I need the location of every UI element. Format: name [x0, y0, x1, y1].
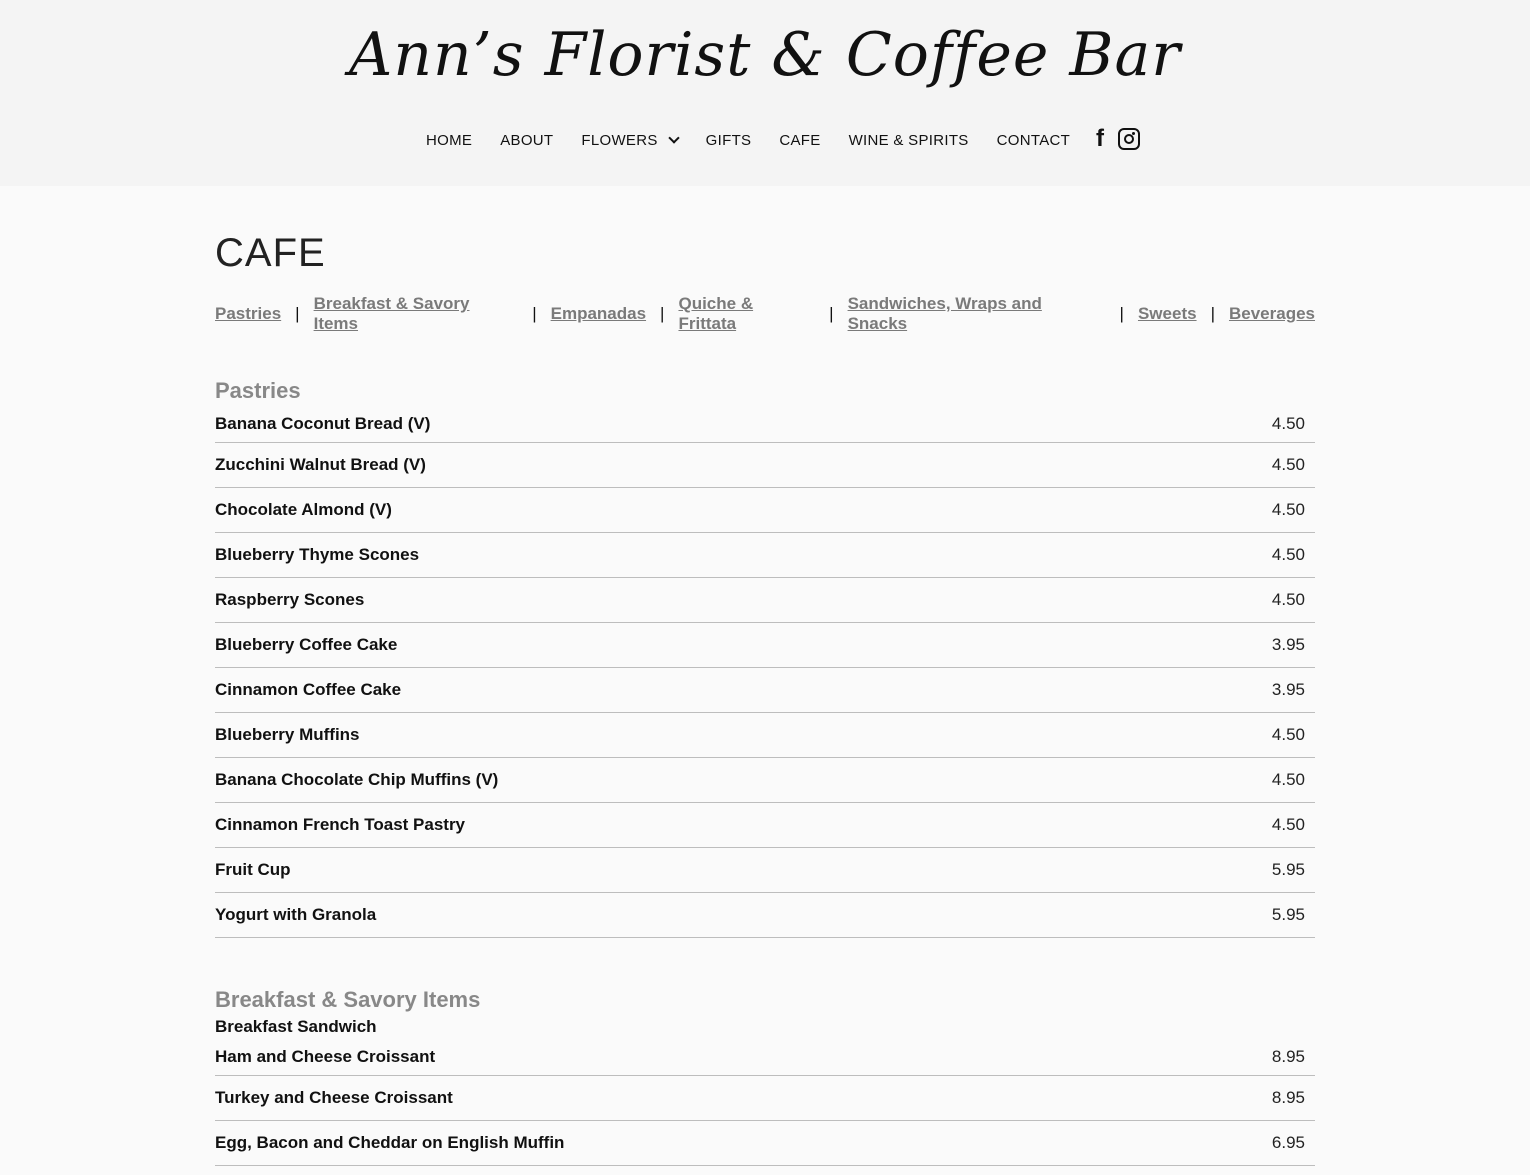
menu-item-name: Banana Chocolate Chip Muffins (V): [215, 770, 499, 789]
menu-item-price: 4.50: [1271, 725, 1305, 744]
menu-item-price: 8.95: [1271, 1046, 1305, 1066]
menu-item-name: Cinnamon French Toast Pastry: [215, 815, 466, 834]
menu-item-row: [215, 848, 1315, 893]
nav-item-label: HOME: [426, 131, 473, 149]
category-subnav: [215, 294, 1315, 333]
menu-item-name: Zucchini Walnut Bread (V): [215, 455, 426, 474]
social-links: [1092, 127, 1140, 151]
instagram-icon[interactable]: [1118, 128, 1140, 150]
section-title: Pastries: [215, 378, 301, 403]
menu-item-name: Blueberry Thyme Scones: [215, 545, 420, 564]
menu-item-price: 5.95: [1271, 905, 1305, 924]
menu-item-row: [215, 578, 1315, 623]
subnav-separator: |: [295, 304, 300, 323]
site-logo[interactable]: Ann’s Florist & Coffee Bar: [349, 20, 1181, 90]
main-nav: [426, 130, 1070, 150]
main-content: [215, 186, 1315, 1166]
menu-item-name: Blueberry Coffee Cake: [215, 635, 398, 654]
menu-item-price: 4.50: [1271, 545, 1305, 564]
subnav-separator: |: [660, 304, 665, 323]
menu-item-price: 4.50: [1271, 413, 1305, 433]
nav-item-label: FLOWERS: [581, 131, 658, 149]
menu-item-name: Raspberry Scones: [215, 590, 365, 609]
menu-item-row: [215, 1038, 1315, 1076]
menu-item-row: [215, 405, 1315, 443]
menu-item-price: 4.50: [1271, 500, 1305, 519]
menu-item-price: 4.50: [1271, 815, 1305, 834]
menu-list: [215, 1038, 1315, 1166]
subsection-heading: Breakfast Sandwich: [215, 1017, 377, 1036]
pastries-section: [215, 377, 1315, 938]
menu-item-price: 4.50: [1271, 590, 1305, 609]
menu-item-price: 5.95: [1271, 860, 1305, 879]
nav-item-label: GIFTS: [705, 131, 752, 149]
section-title: Breakfast & Savory Items: [215, 987, 481, 1012]
nav-item-contact[interactable]: [997, 130, 1070, 150]
nav-item-flowers[interactable]: [581, 130, 677, 150]
subnav-link-empanadas[interactable]: Empanadas: [550, 304, 647, 323]
menu-item-row: [215, 803, 1315, 848]
subnav-link-sweets[interactable]: Sweets: [1137, 304, 1197, 323]
menu-item-row: [215, 713, 1315, 758]
menu-item-name: Turkey and Cheese Croissant: [215, 1088, 453, 1107]
menu-item-row: [215, 488, 1315, 533]
nav-item-wine-spirits[interactable]: [849, 130, 969, 150]
menu-item-name: Cinnamon Coffee Cake: [215, 680, 402, 699]
subnav-link-sandwiches[interactable]: Sandwiches, Wraps and Snacks: [847, 294, 1042, 333]
menu-item-row: [215, 443, 1315, 488]
menu-item-name: Egg, Bacon and Cheddar on English Muffin: [215, 1133, 565, 1152]
facebook-icon[interactable]: f: [1096, 125, 1104, 152]
menu-item-name: Fruit Cup: [215, 860, 291, 879]
menu-item-price: 8.95: [1271, 1088, 1305, 1107]
menu-item-row: [215, 1121, 1315, 1166]
subnav-link-beverages[interactable]: Beverages: [1228, 304, 1315, 323]
nav-item-label: WINE & SPIRITS: [848, 131, 969, 149]
menu-item-name: Ham and Cheese Croissant: [215, 1046, 436, 1066]
menu-item-name: Yogurt with Granola: [215, 905, 377, 924]
subnav-separator: |: [1119, 304, 1124, 323]
nav-item-gifts[interactable]: [706, 130, 752, 150]
subnav-link-pastries[interactable]: Pastries: [215, 304, 282, 323]
subnav-link-breakfast-savory[interactable]: Breakfast & Savory Items: [313, 294, 470, 333]
subnav-separator: |: [532, 304, 537, 323]
menu-item-row: [215, 623, 1315, 668]
nav-item-label: CONTACT: [996, 131, 1071, 149]
subnav-separator: |: [1210, 304, 1215, 323]
menu-item-name: Banana Coconut Bread (V): [215, 413, 431, 433]
menu-item-row: [215, 758, 1315, 803]
menu-item-name: Chocolate Almond (V): [215, 500, 392, 519]
nav-item-about[interactable]: [500, 130, 553, 150]
breakfast-section: [215, 986, 1315, 1166]
menu-item-row: [215, 533, 1315, 578]
nav-item-label: ABOUT: [500, 131, 554, 149]
menu-item-name: Blueberry Muffins: [215, 725, 360, 744]
nav-item-home[interactable]: [426, 130, 472, 150]
menu-item-price: 4.50: [1271, 455, 1305, 474]
menu-item-row: [215, 1076, 1315, 1121]
nav-item-cafe[interactable]: [779, 130, 820, 150]
site-header: [0, 0, 1530, 186]
menu-item-price: 6.95: [1271, 1133, 1305, 1152]
subnav-link-quiche-frittata[interactable]: Quiche & Frittata: [678, 294, 754, 333]
menu-item-price: 3.95: [1271, 635, 1305, 654]
page-title: CAFE: [215, 231, 326, 275]
menu-item-price: 4.50: [1271, 770, 1305, 789]
menu-item-row: [215, 893, 1315, 938]
menu-item-price: 3.95: [1271, 680, 1305, 699]
chevron-down-icon[interactable]: [668, 132, 679, 143]
nav-item-label: CAFE: [779, 131, 821, 149]
menu-list: [215, 405, 1315, 938]
subnav-separator: |: [829, 304, 834, 323]
menu-item-row: [215, 668, 1315, 713]
